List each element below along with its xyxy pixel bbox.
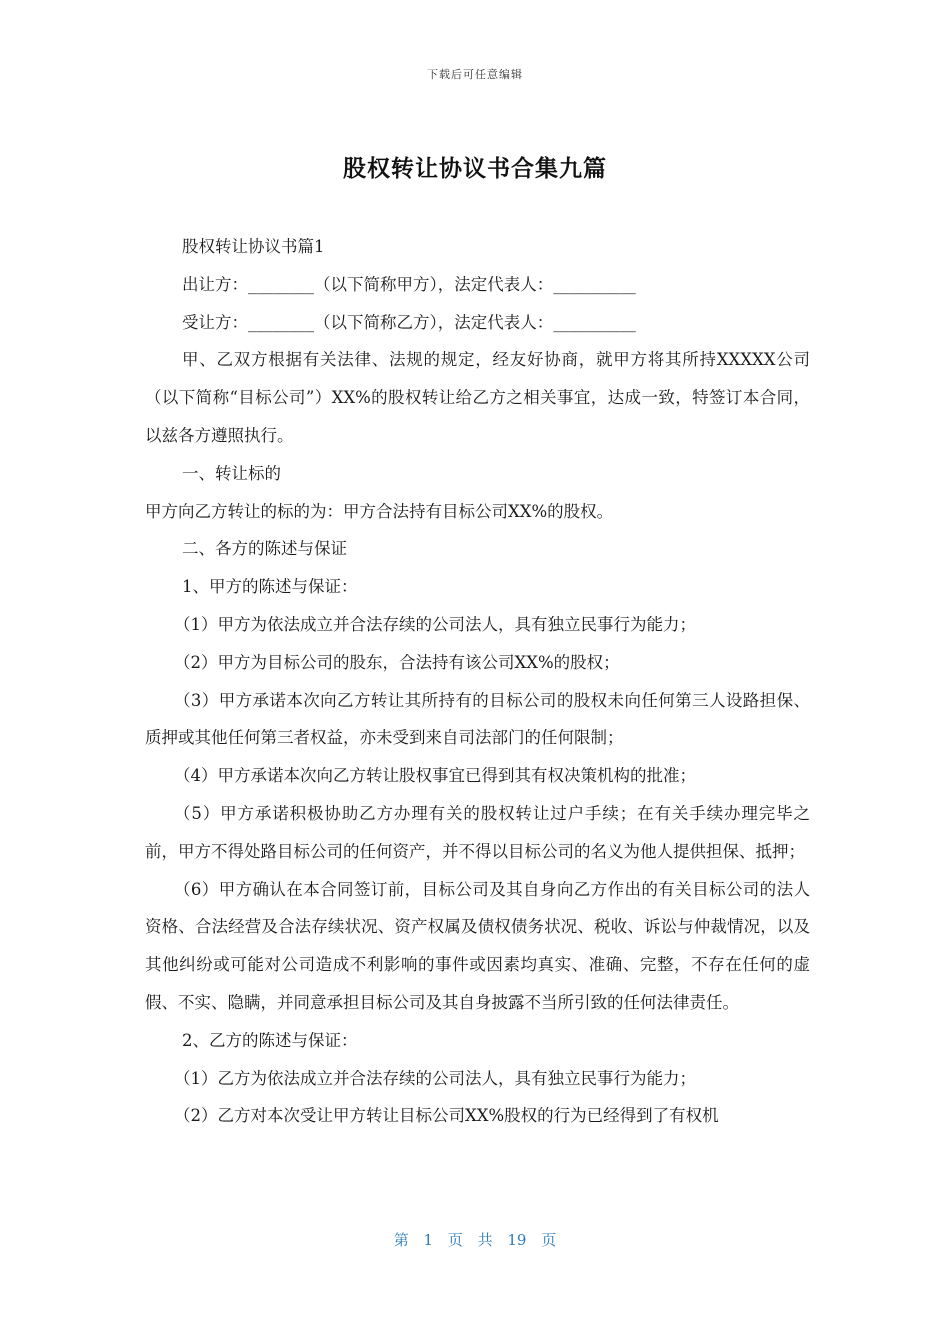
page-number-footer: 第 1 页 共 19 页 (393, 1231, 557, 1249)
section-heading-1: 股权转让协议书篇1 (182, 237, 325, 256)
party-b-warranties-heading: 2、乙方的陈述与保证： (182, 1030, 358, 1050)
transferor-line: 出让方：________（以下简称甲方），法定代表人：__________ (182, 274, 636, 294)
party-a-warranties-heading: 1、甲方的陈述与保证： (182, 577, 358, 597)
document-title: 股权转让协议书合集九篇 (343, 156, 607, 182)
document-body (145, 228, 810, 1135)
clause-heading-1: 一、转让标的 (182, 463, 281, 483)
transferee-line: 受让方：________（以下简称乙方），法定代表人：__________ (182, 312, 636, 332)
party-b-item-2: （2）乙方对本次受让甲方转让目标公司XX%股权的行为已经得到了有权机 (174, 1106, 719, 1126)
party-a-item-1: （1）甲方为依法成立并合法存续的公司法人，具有独立民事行为能力； (174, 614, 696, 634)
clause-1-text: 甲方向乙方转让的标的为：甲方合法持有目标公司XX%的股权。 (145, 501, 614, 521)
party-b-item-1: （1）乙方为依法成立并合法存续的公司法人，具有独立民事行为能力； (174, 1068, 696, 1088)
party-a-item-5: （5）甲方承诺积极协助乙方办理有关的股权转让过户手续；在有关手续办理完毕之前，甲方不得处路目标公司的任何资产，并不得以目标公司的名义为他人提供担保、抵押； (145, 803, 810, 861)
party-a-item-2: （2）甲方为目标公司的股东，合法持有该公司XX%的股权； (174, 652, 620, 672)
party-a-item-4: （4）甲方承诺本次向乙方转让股权事宜已得到其有权决策机构的批准； (174, 766, 696, 786)
header-note: 下载后可任意编辑 (427, 68, 523, 81)
party-a-item-6: （6）甲方确认在本合同签订前，目标公司及其自身向乙方作出的有关目标公司的法人资格、合法经营及合法存续状况、资产权属及债权债务状况、税收、诉讼与仲裁情况，以及其他纠纷或可能对公司造成不利影响的事件或因素均真实、准确、完整，不存在任何的虚假、不实、隐瞒，并同意承担目标公司及其自身披露不当所引致的任何法律责任。 (145, 879, 810, 1012)
clause-heading-2: 二、各方的陈述与保证 (182, 539, 347, 559)
party-a-item-3: （3）甲方承诺本次向乙方转让其所持有的目标公司的股权未向任何第三人设路担保、质押或其他任何第三者权益，亦未受到来自司法部门的任何限制； (145, 690, 810, 748)
preamble-paragraph: 甲、乙双方根据有关法律、法规的规定，经友好协商，就甲方将其所持XXXXX公司（以下简称“目标公司”）XX%的股权转让给乙方之相关事宜，达成一致，特签订本合同，以兹各方遵照执行。 (145, 350, 810, 445)
